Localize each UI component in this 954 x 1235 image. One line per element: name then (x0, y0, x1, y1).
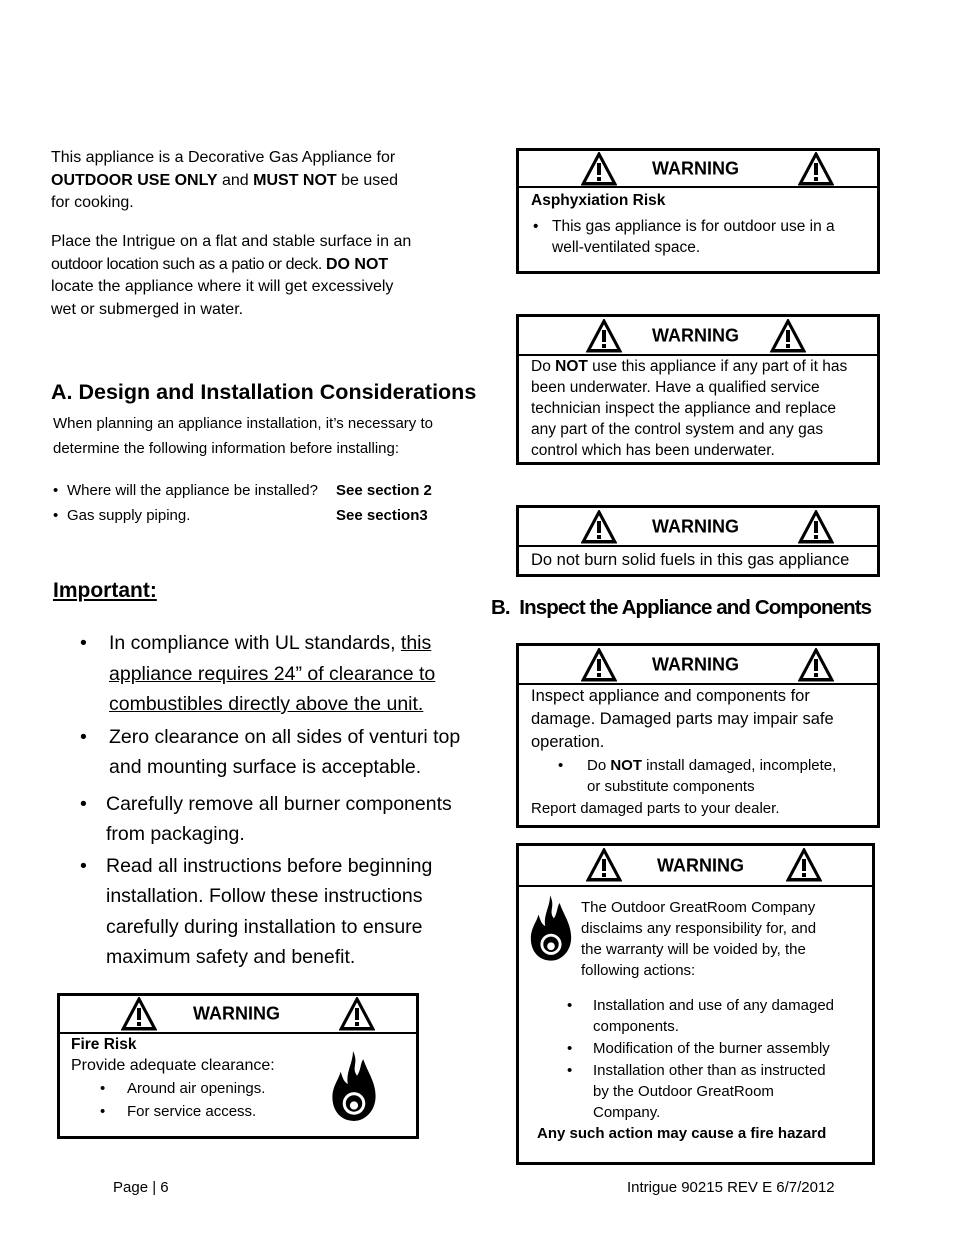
warning-title: WARNING (652, 325, 739, 345)
warning-box-asphyxiation (516, 148, 880, 274)
page-number: Page | 6 (113, 1179, 169, 1196)
warning-subtitle: Asphyxiation Risk (531, 192, 666, 209)
warning-header (519, 646, 877, 685)
warning-title: WARNING (657, 855, 744, 875)
document-id: Intrigue 90215 REV E 6/7/2012 (627, 1179, 835, 1196)
list-item: • Where will the appliance be installed? See section 2 (53, 482, 432, 499)
warning-triangle-icon (581, 152, 617, 186)
list-item: • Do NOT install damaged, incomplete, or substitute components (558, 757, 837, 795)
flame-icon (328, 1049, 380, 1123)
warning-triangle-icon (586, 319, 622, 353)
warning-title: WARNING (652, 158, 739, 178)
list-item: • In compliance with UL standards, this appliance requires 24” of clearance to combustibles directly above the unit. (80, 632, 436, 715)
warning-box-solid-fuels: WARNING Do not burn solid fuels in this gas appliance (516, 505, 880, 577)
warning-title: WARNING (193, 1003, 280, 1024)
list-item: • Installation other than as instructed by the Outdoor GreatRoom Company. (567, 1062, 826, 1121)
warning-triangle-icon (798, 510, 834, 544)
section-a-list (53, 478, 453, 528)
warning-triangle-icon (586, 848, 622, 882)
section-a-intro: When planning an appliance installation, it’s necessary to determine the following information before installing: (53, 415, 433, 457)
list-item: • Zero clearance on all sides of venturi top and mounting surface is acceptable. (80, 725, 461, 778)
warning-subtitle: Fire Risk (71, 1036, 137, 1053)
warning-triangle-icon (121, 997, 157, 1031)
list-item: • Installation and use of any damaged components. (567, 997, 835, 1035)
list-item: • Gas supply piping. See section3 (53, 507, 428, 524)
warning-triangle-icon (798, 152, 834, 186)
warning-triangle-icon (770, 319, 806, 353)
warning-header (519, 846, 872, 887)
list-item: • Read all instructions before beginning installation. Follow these instructions carefully during installation to ensure maximum safety and benefit. (80, 854, 433, 968)
warning-triangle-icon (798, 648, 834, 682)
warning-triangle-icon (339, 997, 375, 1031)
warning-box-inspect: WARNING Inspect appliance and components for damage. Damaged parts may impair safe operation. • Do NOT install damaged, incomplete, or substitute components Report damaged parts to your dealer. (516, 643, 880, 828)
list-item: • Modification of the burner assembly (567, 1040, 830, 1057)
warning-header (60, 996, 416, 1034)
warning-header (519, 151, 877, 188)
intro-paragraph-2: Place the Intrigue on a flat and stable surface in an outdoor location such as a patio or deck. DO NOT locate the appliance where it will get excessively wet or submerged in water. (51, 233, 412, 318)
warning-header (519, 508, 877, 547)
warning-box-underwater: WARNING Do NOT use this appliance if any part of it has been underwater. Have a qualified service technician inspect the appliance and replace any part of the control system and any gas control which has been underwater. (516, 314, 880, 465)
list-item: • Carefully remove all burner components from packaging. (80, 792, 452, 845)
warning-title: WARNING (652, 654, 739, 674)
warning-box-fire-risk: WARNING Fire Risk Provide adequate clearance: • Around air openings. • For service access. (57, 993, 419, 1139)
intro-paragraph-1: This appliance is a Decorative Gas Appliance for OUTDOOR USE ONLY and MUST NOT be used for cooking. (51, 149, 399, 211)
important-heading: Important: (53, 579, 157, 602)
list-item: • This gas appliance is for outdoor use in a well-ventilated space. (533, 218, 835, 256)
section-a-heading: A. Design and Installation Considerations (51, 380, 477, 404)
list-item: • For service access. (100, 1103, 257, 1120)
warning-triangle-icon (581, 510, 617, 544)
section-b-heading: B. Inspect the Appliance and Components (491, 596, 872, 619)
flame-icon (527, 893, 575, 963)
warning-triangle-icon (581, 648, 617, 682)
warning-header (519, 317, 877, 356)
important-list (80, 628, 480, 973)
warning-title: WARNING (652, 516, 739, 536)
warning-box-disclaimer: WARNING The Outdoor GreatRoom Company disclaims any responsibility for, and the warranty will be voided by, the following actions: • Installation and use of any damaged components. • Modification of the burner assembly • Installation other than as instructed by the Outdoor GreatRoom Company. Any such action may cause a fire hazard (516, 843, 875, 1165)
list-item: • Around air openings. (100, 1080, 266, 1097)
warning-triangle-icon (786, 848, 822, 882)
